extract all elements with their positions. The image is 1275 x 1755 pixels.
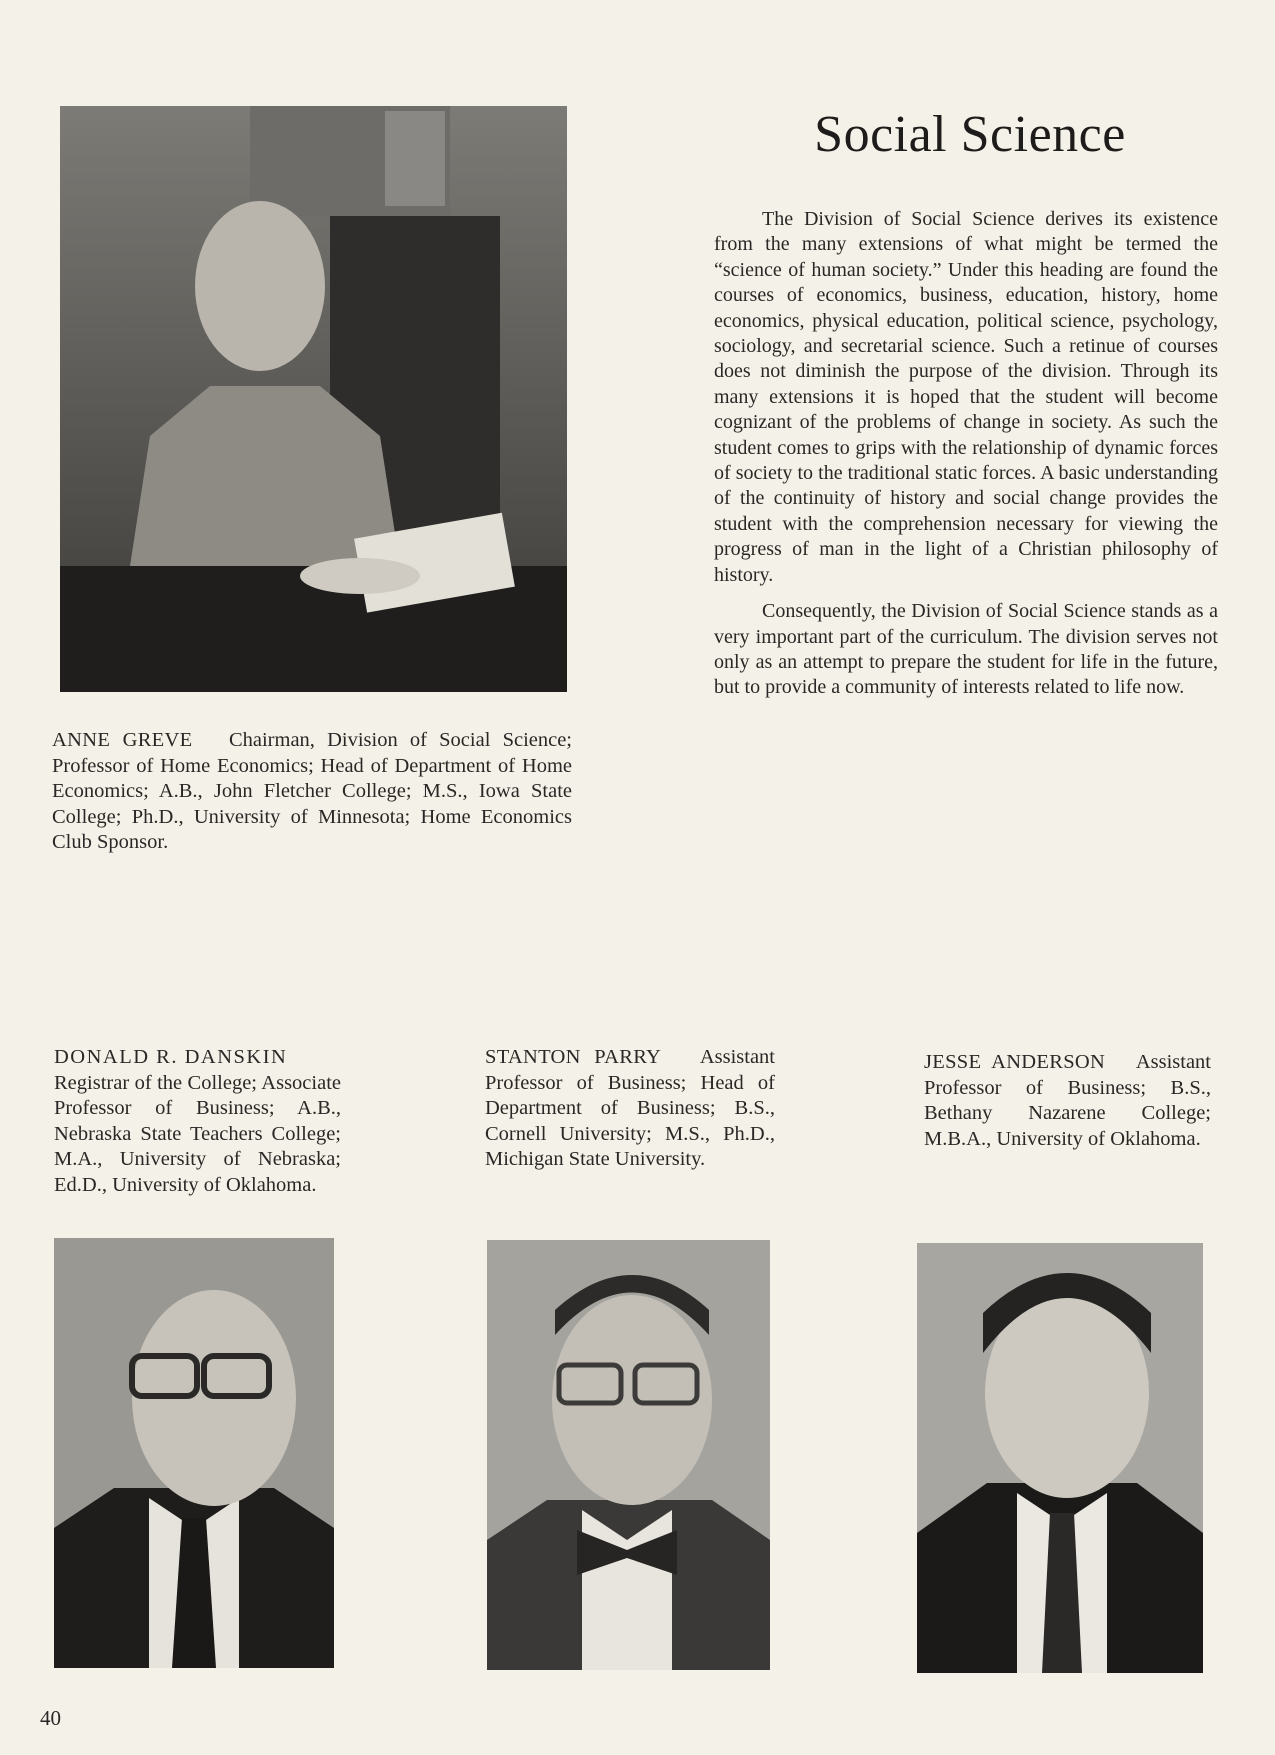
page-number: 40	[40, 1706, 61, 1730]
caption-stanton-parry	[485, 1045, 775, 1173]
photo-anne-greve	[60, 106, 567, 692]
photo-donald-danskin	[54, 1238, 334, 1668]
photo-stanton-parry	[487, 1240, 770, 1670]
caption-jesse-anderson	[924, 1050, 1211, 1152]
caption-anne-greve	[52, 728, 572, 856]
caption-donald-danskin	[54, 1045, 341, 1198]
faculty-name: DONALD R. DANSKIN	[54, 1046, 288, 1068]
faculty-description: Chairman, Division of Social Science; Professor of Home Economics; Head of Department of Home Economics; A.B., John Fletcher College; M.S., Iowa State College; Ph.D., University of Minnesota; Home Economics Club Sponsor.	[52, 729, 573, 853]
faculty-name: JESSE ANDERSON	[924, 1051, 1106, 1073]
page-title: Social Science	[814, 106, 1126, 163]
intro-paragraph-1: The Division of Social Science derives its existence from the many extensions of what might be termed the “science of human society.” Under this heading are found the courses of economics, business, education, history, home economics, physical education, political science, psychology, sociology, and secretarial science. Such a retinue of courses does not diminish the purpose of the division. Through its many extensions it is hoped that the student will become cognizant of the problems of change in society. As such the student comes to grips with the relationship of dynamic forces of society to the traditional static forces. A basic understanding of the continuity of history and social change provides the student with the comprehension necessary for viewing the progress of man in the light of a Christian philosophy of history.	[714, 208, 1218, 586]
faculty-name: STANTON PARRY	[485, 1046, 662, 1068]
photo-jesse-anderson	[917, 1243, 1203, 1673]
intro-paragraph-2: Consequently, the Division of Social Science stands as a very important part of the curriculum. The division serves not only as an attempt to prepare the student for life in the future, but to provide a community of interests related to life now.	[714, 600, 1218, 699]
faculty-description: Assistant Professor of Business; B.S., Bethany Nazarene College; M.B.A., University of Oklahoma.	[924, 1051, 1211, 1150]
faculty-name: ANNE GREVE	[52, 729, 193, 751]
faculty-description: Assistant Professor of Business; Head of Department of Business; B.S., Cornell University; M.S., Ph.D., Michigan State University.	[485, 1046, 775, 1170]
faculty-description: Registrar of the College; Associate Professor of Business; A.B., Nebraska State Teachers College; M.A., University of Nebraska; Ed.D., University of Oklahoma.	[54, 1071, 341, 1196]
intro-text	[714, 207, 1218, 701]
